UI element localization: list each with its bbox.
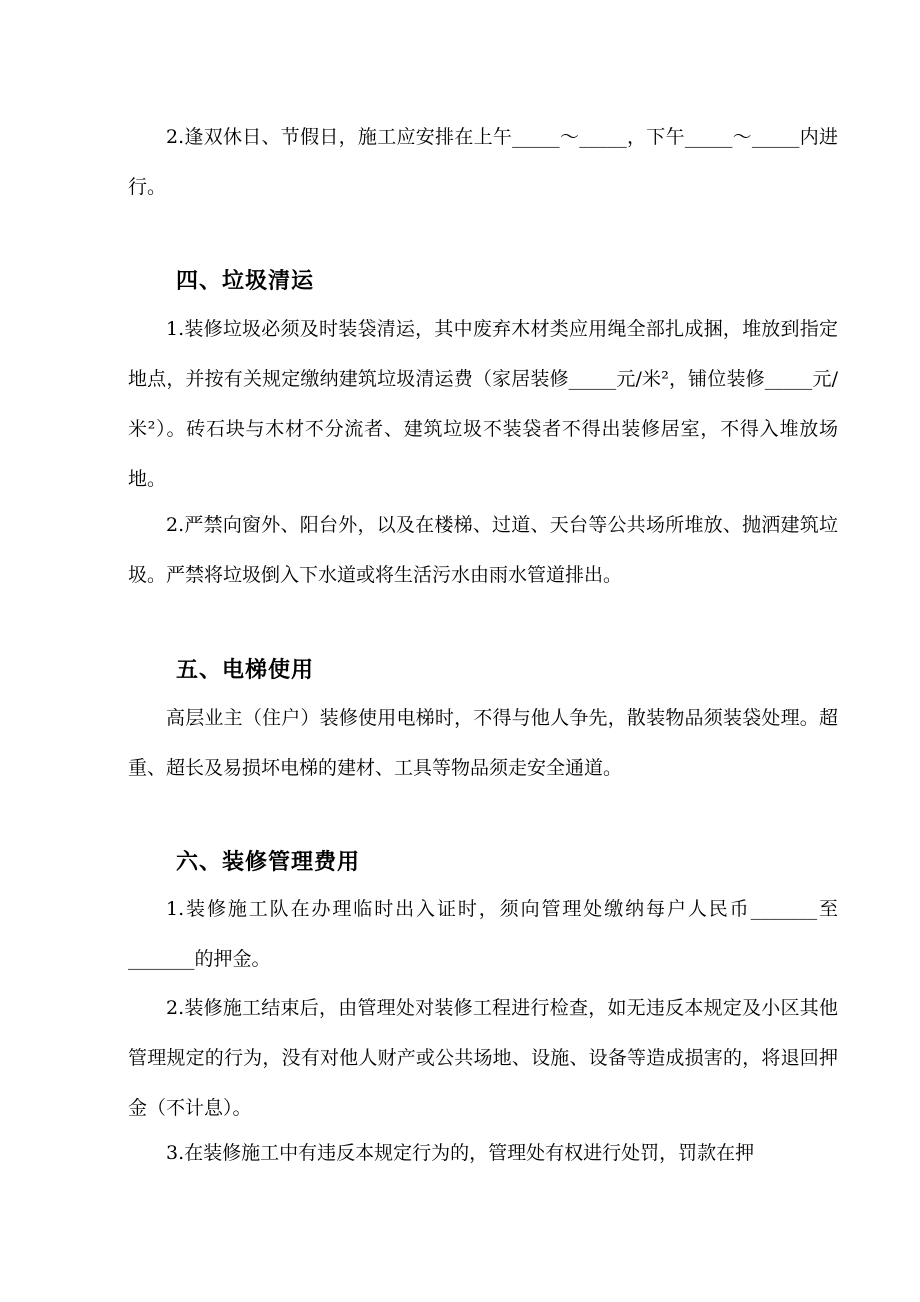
section-5-title: 五、电梯使用 (176, 658, 315, 683)
section-4-title: 四、垃圾清运 (176, 269, 315, 294)
section-5-body: 高层业主（住户）装修使用电梯时，不得与他人争先，散装物品须装袋处理。超重、超长及易损坏电梯的建材、工具等物品须走安全通道。 (128, 707, 838, 779)
section-6-item-1: 1.装修施工队在办理临时出入证时，须向管理处缴纳每户人民币_______至_______的押金。 (128, 898, 838, 970)
section-6-item-2: 2.装修施工结束后，由管理处对装修工程进行检查，如无违反本规定及小区其他管理规定的行为，没有对他人财产或公共场地、设施、设备等造成损害的，将退回押金（不计息）。 (128, 997, 838, 1119)
section-4-item-2: 2.严禁向窗外、阳台外，以及在楼梯、过道、天台等公共场所堆放、抛洒建筑垃圾。严禁将垃圾倒入下水道或将生活污水由雨水管道排出。 (128, 514, 838, 586)
section-6-item-3: 3.在装修施工中有违反本规定行为的，管理处有权进行处罚，罚款在押 (166, 1142, 755, 1164)
section-4-item-1: 1.装修垃圾必须及时装袋清运，其中废弃木材类应用绳全部扎成捆，堆放到指定地点，并按有关规定缴纳建筑垃圾清运费（家居装修_____元/米²，铺位装修_____元/米²）。砖石块与木材不分流者、建筑垃圾不装袋者不得出装修居室，不得入堆放场地。 (128, 318, 838, 490)
section-6-title: 六、装修管理费用 (176, 850, 361, 875)
section-3-item-2: 2.逢双休日、节假日，施工应安排在上午_____～_____，下午_____～_____内进行。 (128, 126, 838, 198)
